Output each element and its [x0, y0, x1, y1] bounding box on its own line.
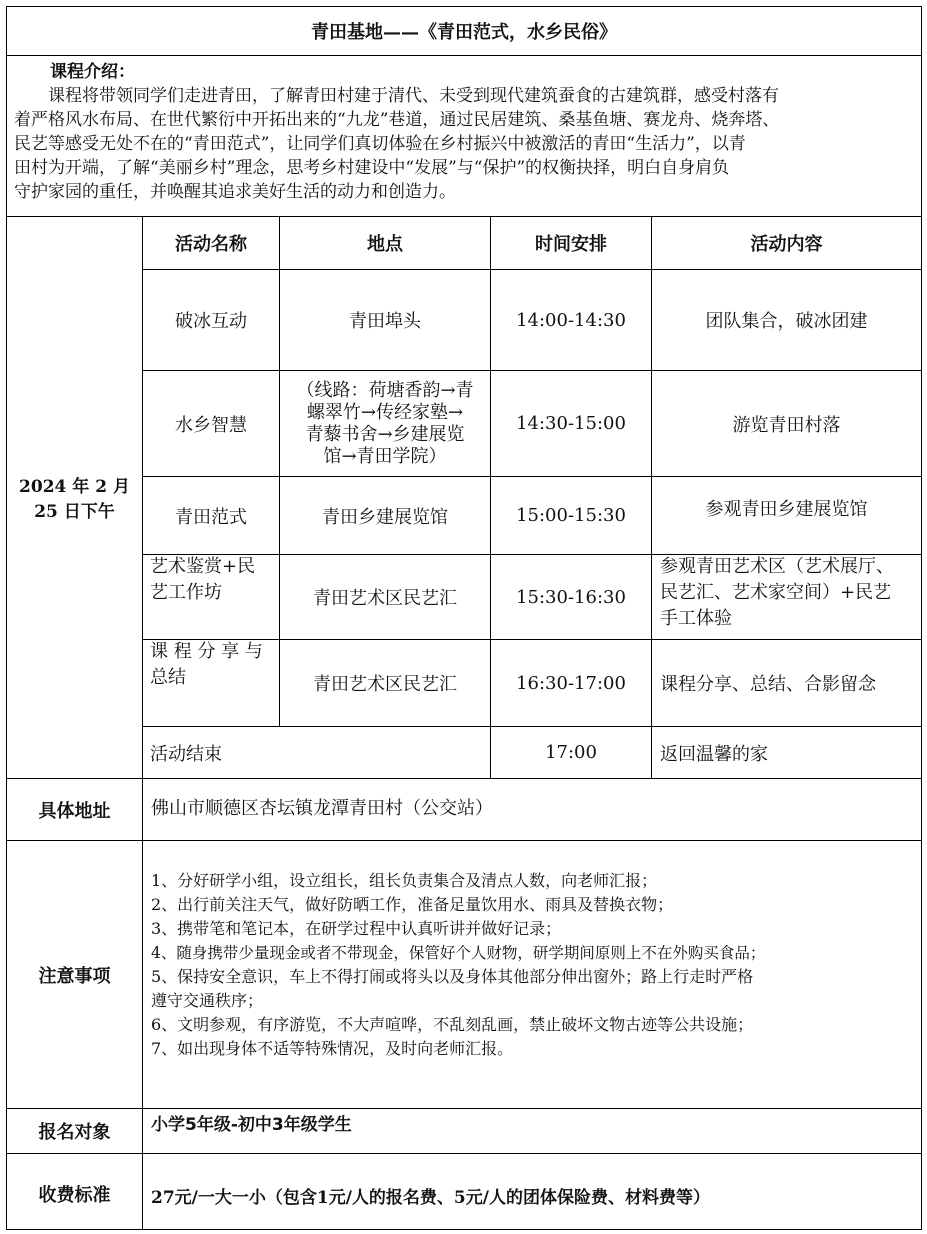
row-location: 青田埠头	[349, 311, 421, 332]
target-value: 小学5年级-初中3年级学生	[151, 1114, 352, 1135]
notice-item: 遵守交通秩序；	[151, 991, 264, 1010]
intro-line: 守护家园的重任，并唤醒其追求美好生活的动力和创造力。	[14, 182, 456, 202]
notice-item: 4、随身携带少量现金或者不带现金，保管好个人财物，研学期间原则上不在外购买食品；	[151, 944, 766, 962]
end-time: 17:00	[545, 742, 597, 763]
row-time: 15:30-16:30	[516, 586, 626, 608]
intro-line: 民艺等感受无处不在的“青田范式”，让同学们真切体验在乡村振兴中被激活的青田“生活力”，以青	[14, 134, 746, 154]
date-line: 2024 年 2 月	[19, 477, 130, 497]
row-time: 14:00-14:30	[516, 309, 626, 331]
notice-label: 注意事项	[38, 965, 111, 987]
row-activity-name: 水乡智慧	[175, 414, 247, 436]
row-content: 参观青田乡建展览馆	[705, 499, 868, 520]
row-content: 课程分享、总结、合影留念	[660, 674, 876, 695]
header-content: 活动内容	[750, 234, 823, 255]
row-location: 青田艺术区民艺汇	[313, 674, 457, 695]
activity-name-line: 艺术鉴赏+民	[150, 556, 256, 577]
row-time: 14:30-15:00	[516, 413, 626, 434]
notice-item: 6、文明参观，有序游览，不大声喧哗，不乱刻乱画，禁止破坏文物古迹等公共设施；	[151, 1015, 754, 1034]
location-line: 青藜书舍→乡建展览	[305, 423, 465, 445]
row-activity-name	[150, 554, 278, 640]
intro-section	[14, 60, 916, 214]
intro-line: 课程将带领同学们走进青田，了解青田村建于清代、未受到现代建筑蚕食的古建筑群，感受村落有	[48, 86, 779, 106]
intro-heading: 课程介绍：	[50, 62, 135, 82]
row-location: 青田艺术区民艺汇	[313, 588, 457, 609]
activity-name-line: 艺工作坊	[150, 582, 222, 603]
end-activity-name: 活动结束	[150, 743, 222, 765]
header-activity-name: 活动名称	[175, 234, 247, 255]
location-line: （线路：荷塘香韵→青	[296, 379, 474, 401]
intro-line: 田村为开端，了解“美丽乡村”理念，思考乡村建设中“发展”与“保护”的权衡抉择，明白自身肩负	[14, 158, 730, 178]
row-time: 16:30-17:00	[516, 672, 626, 694]
row-activity-name	[150, 639, 278, 727]
address-label: 具体地址	[38, 800, 111, 822]
row-location: 青田乡建展览馆	[322, 506, 448, 528]
fee-value: 27元/一大一小（包含1元/人的报名费、5元/人的团体保险费、材料费等）	[151, 1188, 710, 1208]
notice-list	[151, 869, 917, 1099]
notice-item: 7、如出现身体不适等特殊情况，及时向老师汇报。	[151, 1039, 514, 1058]
row-content: 团队集合，破冰团建	[705, 311, 868, 332]
content-line: 参观青田艺术区（艺术展厅、	[660, 556, 894, 577]
activity-name-line: 课 程 分 享 与	[150, 641, 263, 662]
notice-item: 3、携带笔和笔记本，在研学过程中认真听讲并做好记录；	[151, 919, 562, 938]
content-line: 手工体验	[660, 608, 732, 629]
schedule-date	[6, 216, 143, 778]
date-line: 25 日下午	[34, 502, 115, 522]
notice-item: 1、分好研学小组，设立组长，组长负责集合及清点人数，向老师汇报；	[151, 871, 658, 890]
row-activity-name: 青田范式	[175, 506, 247, 528]
notice-item: 2、出行前关注天气，做好防晒工作，准备足量饮用水、雨具及替换衣物；	[151, 895, 674, 914]
intro-line: 着严格风水布局、在世代繁衍中开拓出来的“九龙”巷道，通过民居建筑、桑基鱼塘、赛龙舟、烧奔塔、	[14, 110, 780, 130]
fee-label: 收费标准	[38, 1185, 111, 1206]
row-content: 游览青田村落	[732, 414, 841, 436]
target-label: 报名对象	[38, 1122, 111, 1143]
row-location	[279, 370, 491, 477]
row-time: 15:00-15:30	[516, 505, 626, 526]
end-content: 返回温馨的家	[660, 743, 768, 765]
row-activity-name: 破冰互动	[175, 311, 247, 332]
location-line: 馆→青田学院）	[323, 445, 447, 467]
notice-item: 5、保持安全意识，车上不得打闹或将头以及身体其他部分伸出窗外；路上行走时严格	[151, 967, 754, 986]
address-value: 佛山市顺德区杏坛镇龙潭青田村（公交站）	[151, 798, 493, 819]
row-content	[660, 554, 920, 640]
page-title: 青田基地——《青田范式，水乡民俗》	[311, 22, 617, 43]
content-line: 民艺汇、艺术家空间）+民艺	[660, 582, 892, 603]
location-line: 螺翠竹→传经家塾→	[306, 401, 464, 423]
header-location: 地点	[367, 234, 403, 255]
activity-name-line: 总结	[150, 667, 186, 688]
header-time: 时间安排	[535, 234, 607, 255]
